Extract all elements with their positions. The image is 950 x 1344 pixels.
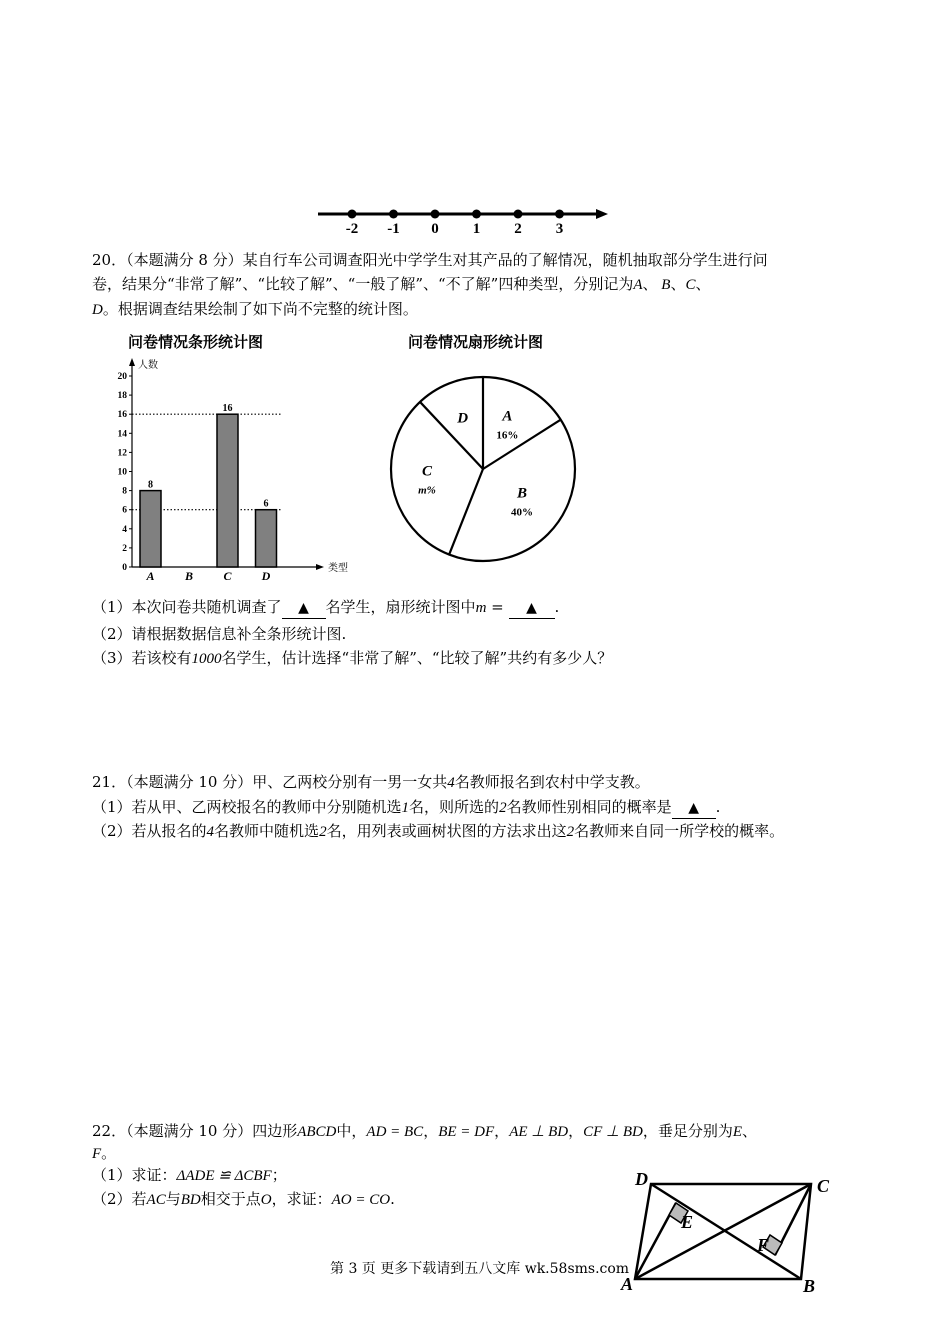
y-tick-label: 16 (117, 410, 127, 421)
q22-line2: F。 (92, 1144, 117, 1162)
x-axis-arrow (316, 564, 324, 570)
page-footer: 第 3 页 更多下载请到五八文库 wk.58sms.com (330, 1261, 630, 1277)
bar-A (140, 491, 161, 567)
bar-data-label: 8 (148, 479, 153, 491)
bar-chart-title: 问卷情况条形统计图 (128, 333, 264, 351)
bar-chart (100, 355, 348, 585)
x-axis-label: 类型 (328, 563, 348, 574)
q20-blank-2[interactable]: ▲ (509, 598, 555, 619)
y-tick-label: 2 (122, 543, 127, 554)
number-line-label: -2 (345, 221, 359, 237)
q20-line3: D。根据调查结果绘制了如下尚不完整的统计图。 (92, 300, 418, 318)
q22-line1: 22．（本题满分 10 分）四边形ABCD中，AD = BC，BE = DF，AE ⊥ BD，CF ⊥ BD，垂足分别为E、 (92, 1122, 758, 1140)
number-line-point (555, 210, 564, 219)
q22-part2: （2）若AC与BD相交于点O，求证：AO = CO. (92, 1190, 395, 1208)
y-tick-label: 12 (117, 448, 127, 459)
q21-blank[interactable]: ▲ (672, 798, 716, 819)
q20-line1: 20．（本题满分 8 分）某自行车公司调查阳光中学学生对其产品的了解情况，随机抽取部分学生进行问 (92, 251, 768, 269)
q20-blank-1[interactable]: ▲ (282, 598, 326, 619)
pie-chart-title: 问卷情况扇形统计图 (408, 333, 544, 351)
q21-part2: （2）若从报名的4名教师中随机选2名，用列表或画树状图的方法求出这2名教师来自同一所学校的概率。 (92, 822, 785, 840)
bar-C (217, 414, 238, 567)
y-tick-label: 8 (122, 486, 127, 497)
pie-slice-label-C: C (421, 463, 432, 480)
q20-part3: （3）若该校有1000名学生，估计选择“非常了解”、“比较了解”共约有多少人？ (92, 649, 613, 667)
label-B: B (803, 1276, 816, 1296)
number-line-label: 3 (555, 221, 564, 237)
q21-part1: （1）若从甲、乙两校报名的教师中分别随机选1名，则所选的2名教师性别相同的概率是 ▲ . (92, 797, 720, 819)
number-line (310, 200, 620, 240)
y-tick-label: 6 (122, 505, 127, 516)
x-tick-label: D (261, 569, 271, 583)
label-C: C (817, 1176, 830, 1196)
quadrilateral-figure (615, 1165, 845, 1295)
number-line-point (348, 210, 357, 219)
bar-data-label: 6 (263, 498, 269, 510)
y-tick-label: 20 (117, 372, 127, 382)
y-axis-arrow (129, 358, 135, 366)
q20-part2: （2）请根据数据信息补全条形统计图. (92, 625, 347, 643)
number-line-label: 1 (472, 221, 481, 237)
pie-slice-value-C: m% (418, 484, 436, 497)
y-tick-label: 14 (117, 429, 127, 440)
number-line-point (431, 210, 440, 219)
x-tick-label: B (184, 569, 194, 583)
pie-divider (483, 420, 561, 469)
y-tick-label: 4 (122, 524, 127, 535)
pie-slice-label-D: D (457, 410, 469, 427)
y-axis-label: 人数 (138, 360, 158, 371)
number-line-point (389, 210, 398, 219)
pie-slice-value-B: 40% (510, 506, 533, 519)
pie-divider (449, 469, 483, 555)
q22-part1: （1）求证：ΔADE ≌ ΔCBF； (92, 1166, 287, 1184)
number-line-label: -1 (387, 221, 400, 237)
pie-chart (385, 375, 585, 565)
pie-slice-label-B: B (516, 485, 527, 502)
q20-line2: 卷，结果分“非常了解”、“比较了解”、“一般了解”、“不了解”四种类型，分别记为A、 B、C、 (92, 275, 711, 293)
label-E: E (681, 1212, 694, 1232)
pie-divider (420, 402, 483, 469)
y-tick-label: 10 (117, 467, 127, 478)
x-tick-label: C (223, 569, 232, 583)
pie-slice-label-A: A (502, 408, 513, 425)
pie-slice-value-A: 16% (496, 429, 519, 442)
y-tick-label: 0 (122, 563, 127, 573)
number-line-point (472, 210, 481, 219)
number-line-label: 2 (514, 221, 522, 237)
q20-part1: （1）本次问卷共随机调查了 ▲ 名学生，扇形统计图中m = ▲ . (92, 597, 559, 619)
label-D: D (635, 1169, 648, 1189)
number-line-point (514, 210, 523, 219)
q21-line1: 21．（本题满分 10 分）甲、乙两校分别有一男一女共4名教师报名到农村中学支教。 (92, 773, 650, 791)
number-line-label: 0 (431, 221, 439, 237)
label-A: A (621, 1274, 634, 1294)
label-F: F (757, 1235, 770, 1255)
y-tick-label: 18 (117, 391, 127, 402)
x-tick-label: A (146, 569, 155, 583)
bar-D (256, 510, 277, 567)
bar-data-label: 16 (222, 403, 233, 415)
